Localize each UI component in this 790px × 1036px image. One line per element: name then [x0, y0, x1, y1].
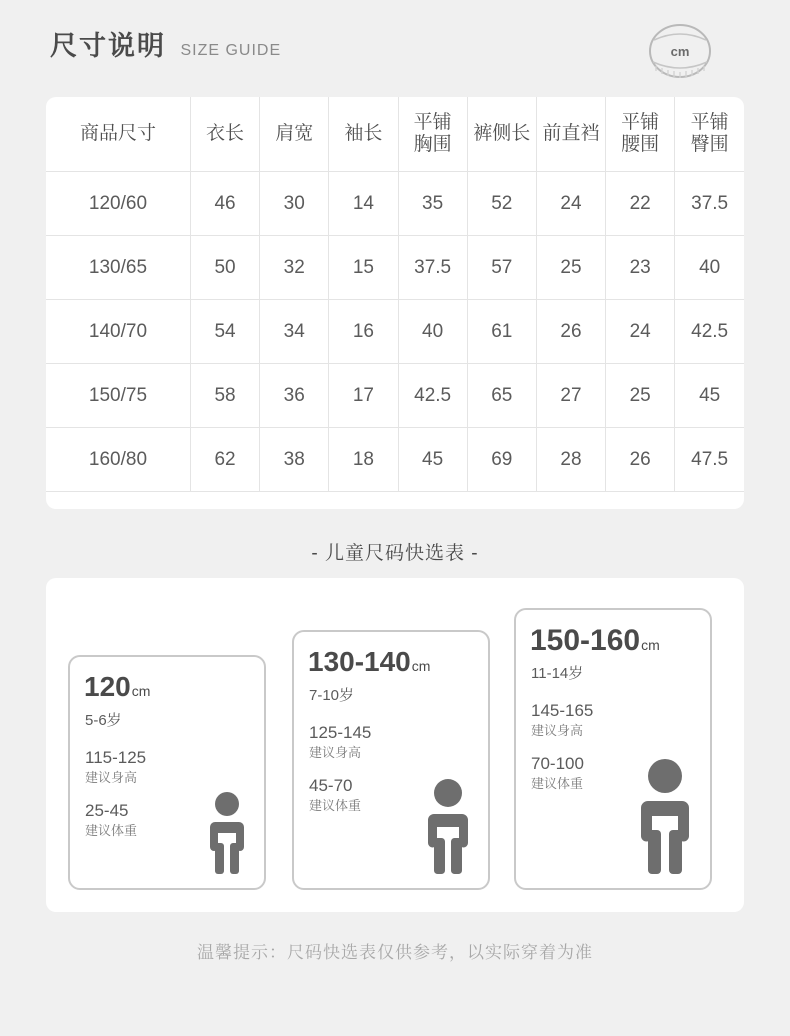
child-figure-icon	[422, 778, 474, 876]
table-cell: 150/75	[46, 364, 190, 428]
table-cell: 18	[329, 428, 398, 492]
size-box-heading	[530, 624, 660, 658]
size-table	[46, 97, 744, 492]
header-line-1: 前直裆	[542, 123, 600, 145]
quick-size-chart-card	[46, 578, 744, 912]
table-cell: 130/65	[46, 236, 190, 300]
table-cell: 54	[190, 300, 259, 364]
size-box-age: 7-10岁	[309, 687, 355, 704]
table-header-cell	[329, 97, 398, 172]
table-cell: 26	[536, 300, 605, 364]
table-row	[46, 172, 744, 236]
table-cell: 36	[260, 364, 329, 428]
table-header-cell	[190, 97, 259, 172]
height-label: 建议身高	[531, 723, 584, 739]
table-row	[46, 236, 744, 300]
size-box-age: 5-6岁	[85, 712, 122, 729]
table-cell: 37.5	[398, 236, 467, 300]
height-value: 145-165	[531, 701, 594, 720]
table-cell: 46	[190, 172, 259, 236]
table-cell: 62	[190, 428, 259, 492]
table-cell: 69	[467, 428, 536, 492]
table-cell: 57	[467, 236, 536, 300]
table-cell: 27	[536, 364, 605, 428]
page-header	[50, 24, 750, 84]
table-cell: 28	[536, 428, 605, 492]
size-box-weight	[85, 800, 137, 840]
table-cell: 40	[675, 236, 744, 300]
cm-badge-icon	[648, 22, 712, 80]
table-cell: 42.5	[675, 300, 744, 364]
header-line-2: 臀围	[690, 134, 729, 155]
weight-value: 45-70	[309, 776, 353, 795]
size-box-weight	[531, 753, 584, 793]
size-box-130-140	[292, 630, 490, 890]
table-header-cell	[606, 97, 675, 172]
child-figure-icon	[634, 758, 696, 876]
table-cell: 65	[467, 364, 536, 428]
height-label: 建议身高	[85, 770, 138, 786]
table-cell: 30	[260, 172, 329, 236]
child-figure-icon	[204, 791, 250, 876]
table-cell: 42.5	[398, 364, 467, 428]
weight-label: 建议体重	[309, 798, 362, 814]
header-line-1: 平铺	[621, 112, 660, 134]
page-title: 尺寸说明	[50, 31, 166, 61]
height-label: 建议身高	[309, 745, 362, 761]
table-cell: 25	[536, 236, 605, 300]
size-box-unit: cm	[131, 683, 151, 699]
table-cell: 120/60	[46, 172, 190, 236]
header-line-1: 商品尺寸	[79, 123, 156, 145]
table-cell: 34	[260, 300, 329, 364]
size-box-weight	[309, 775, 361, 815]
table-cell: 140/70	[46, 300, 190, 364]
table-row	[46, 428, 744, 492]
table-cell: 35	[398, 172, 467, 236]
table-row	[46, 300, 744, 364]
table-cell: 47.5	[675, 428, 744, 492]
size-table-card	[46, 97, 744, 509]
size-box-height	[85, 747, 146, 787]
size-box-value: 130-140	[308, 646, 411, 677]
table-cell: 17	[329, 364, 398, 428]
table-cell: 45	[675, 364, 744, 428]
table-cell: 45	[398, 428, 467, 492]
table-cell: 22	[606, 172, 675, 236]
size-box-height	[309, 722, 371, 762]
header-line-1: 平铺	[690, 112, 729, 134]
size-box-heading	[308, 646, 430, 678]
size-box-value: 120	[84, 671, 131, 702]
header-line-2: 腰围	[621, 134, 660, 155]
table-row	[46, 364, 744, 428]
table-cell: 58	[190, 364, 259, 428]
table-header-row	[46, 97, 744, 172]
size-box-value: 150-160	[530, 624, 641, 657]
size-box-unit: cm	[411, 658, 431, 674]
table-header-cell	[536, 97, 605, 172]
weight-value: 25-45	[85, 801, 129, 820]
table-cell: 38	[260, 428, 329, 492]
weight-value: 70-100	[531, 754, 584, 773]
table-cell: 32	[260, 236, 329, 300]
size-box-unit: cm	[641, 637, 660, 653]
header-line-1: 肩宽	[275, 123, 314, 145]
size-box-height	[531, 700, 593, 740]
size-box-120	[68, 655, 266, 890]
table-header-cell	[260, 97, 329, 172]
table-cell: 15	[329, 236, 398, 300]
header-line-1: 衣长	[206, 123, 245, 145]
table-cell: 24	[606, 300, 675, 364]
size-box-age: 11-14岁	[531, 665, 584, 682]
table-header-cell	[46, 97, 190, 172]
header-line-1: 平铺	[413, 112, 452, 134]
weight-label: 建议体重	[85, 823, 138, 839]
section-title: - 儿童尺码快选表 -	[311, 543, 479, 564]
table-cell: 61	[467, 300, 536, 364]
header-line-1: 袖长	[344, 123, 383, 145]
table-cell: 24	[536, 172, 605, 236]
header-line-1: 裤侧长	[473, 123, 531, 145]
table-header-cell	[467, 97, 536, 172]
height-value: 115-125	[85, 748, 147, 767]
table-cell: 37.5	[675, 172, 744, 236]
table-cell: 40	[398, 300, 467, 364]
header-line-2: 胸围	[413, 134, 452, 155]
table-cell: 50	[190, 236, 259, 300]
footer-note: 温馨提示：尺码快选表仅供参考，以实际穿着为准	[197, 943, 593, 962]
height-value: 125-145	[309, 723, 372, 742]
table-cell: 16	[329, 300, 398, 364]
page-subtitle: SIZE GUIDE	[180, 42, 282, 59]
table-cell: 26	[606, 428, 675, 492]
table-header-cell	[675, 97, 744, 172]
table-cell: 160/80	[46, 428, 190, 492]
svg-text:cm: cm	[670, 44, 690, 59]
size-box-heading	[84, 671, 150, 703]
table-cell: 14	[329, 172, 398, 236]
table-cell: 25	[606, 364, 675, 428]
size-box-150-160	[514, 608, 712, 890]
table-cell: 23	[606, 236, 675, 300]
table-header-cell	[398, 97, 467, 172]
weight-label: 建议体重	[531, 776, 584, 792]
table-cell: 52	[467, 172, 536, 236]
